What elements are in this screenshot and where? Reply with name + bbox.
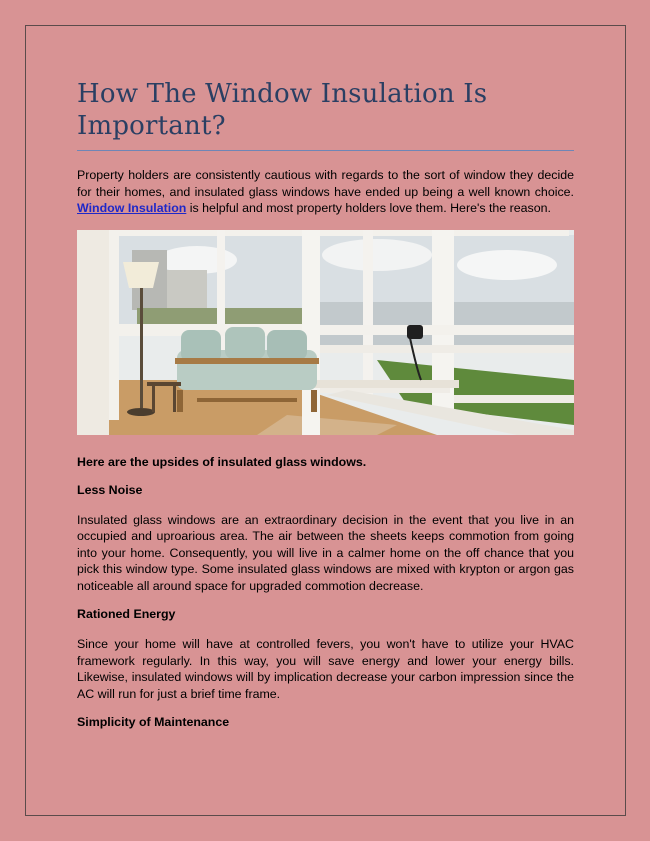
sunroom-photo [77,230,574,435]
section-heading-simplicity-of-maintenance: Simplicity of Maintenance [77,715,230,729]
page-title: How The Window Insulation Is Important? [77,79,488,141]
article-content [77,78,574,730]
window-insulation-link[interactable]: Window Insulation [77,201,187,215]
section-heading-rationed-energy: Rationed Energy [77,607,176,621]
title-divider [77,150,574,151]
intro-text-end: is helpful and most property holders love them. Here's the reason. [186,201,551,215]
upsides-heading: Here are the upsides of insulated glass windows. [77,454,367,469]
intro-paragraph [77,167,574,217]
section-body-rationed-energy: Since your home will have at controlled fevers, you won't have to utilize your HVAC framework regularly. In this way, you will save energy and lower your energy bills. Likewise, insulated windows will by implication decrease your carbon impression since the AC will run for just a brief time frame. [77,637,574,701]
section-heading-less-noise: Less Noise [77,482,143,497]
section-body-less-noise: Insulated glass windows are an extraordinary decision in the event that you live in an occupied and uproarious area. The air between the sheets keeps commotion from going into your home. Consequently, you will live in a calmer home on the off chance that you pick this window type. Some insulated glass windows are mixed with krypton or argon gas noticeable all around space for upgraded commotion decrease. [77,512,574,593]
intro-text-start: Property holders are consistently cautious with regards to the sort of window they decide for their homes, and insulated glass windows have ended up being a well known choice. [77,168,574,199]
